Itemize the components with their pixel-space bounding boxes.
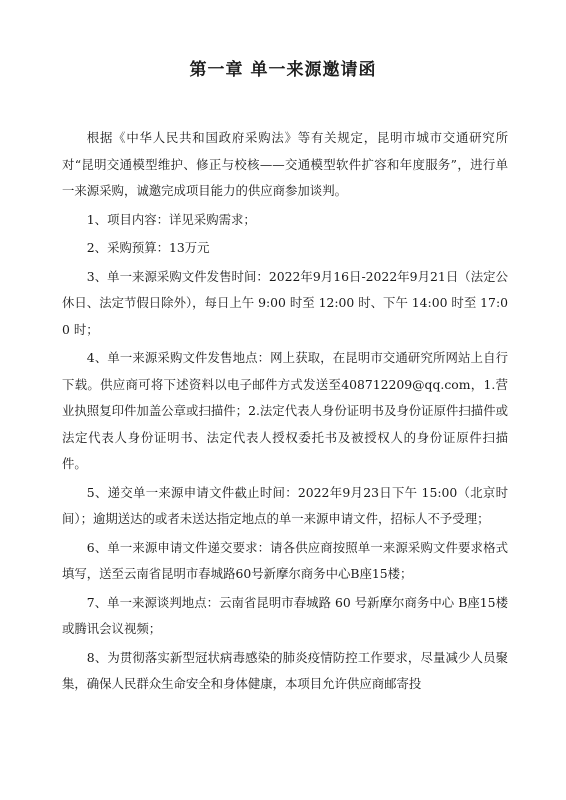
paragraph-budget: 2、采购预算：13万元	[86, 240, 210, 255]
paragraph-submission-requirements: 6、单一来源申请文件递交要求：请各供应商按照单一来源采购文件要求格式填写，送至云南省昆明市春城路60号新摩尔商务中心B座15楼；	[62, 539, 508, 581]
paragraph-intro: 根据《中华人民共和国政府采购法》等有关规定，昆明市城市交通研究所对“昆明交通模型维护、修正与校核——交通模型软件扩容和年度服务”，进行单一来源采购，诚邀完成项目能力的供应商参加谈判。	[62, 130, 508, 198]
page-title: 第一章 单一来源邀请函	[189, 60, 377, 80]
paragraph-negotiation-location: 7、单一来源谈判地点：云南省昆明市春城路 60 号新摩尔商务中心 B座15楼或腾讯会议视频；	[62, 594, 508, 636]
document-body	[62, 125, 508, 700]
paragraph-epidemic-measures: 8、为贯彻落实新型冠状病毒感染的肺炎疫情防控工作要求，尽量减少人员聚集，确保人民群众生命安全和身体健康，本项目允许供应商邮寄投	[62, 649, 508, 691]
paragraph-deadline: 5、递交单一来源申请文件截止时间：2022年9月23日下午 15:00（北京时间）；逾期送达的或者未送达指定地点的单一来源申请文件，招标人不予受理；	[62, 484, 508, 526]
paragraph-project-content: 1、项目内容：详见采购需求；	[86, 211, 256, 227]
paragraph-sale-location: 4、单一来源采购文件发售地点：网上获取，在昆明市交通研究所网站上自行下载。供应商可将下述资料以电子邮件方式发送至408712209@qq.com，1.营业执照复印件加盖公章或扫描件；2.法定代表人身份证明书及身份证原件扫描件或法定代表人身份证明书、法定代表人授权委托书及被授权人的身份证原件扫描件。	[62, 350, 508, 471]
paragraph-sale-time: 3、单一来源采购文件发售时间：2022年9月16日-2022年9月21日（法定公休日、法定节假日除外），每日上午 9:00 时至 12:00 时、下午 14:00 时至 17:00 时；	[62, 268, 508, 337]
